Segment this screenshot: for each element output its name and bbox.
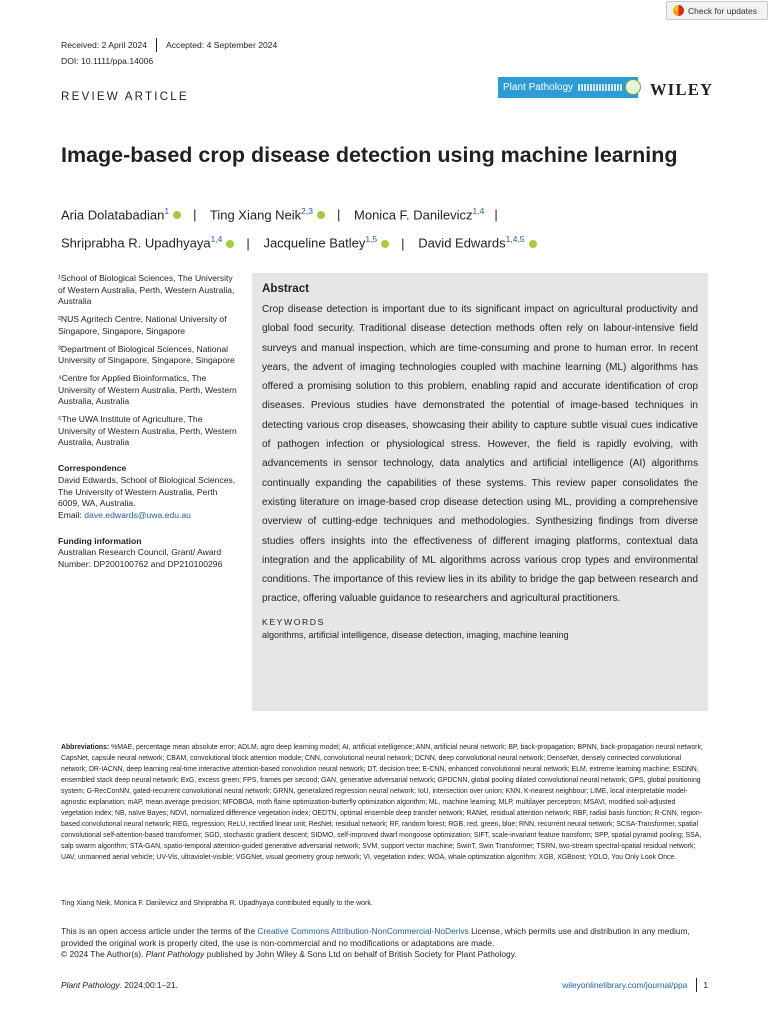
funding-text: Australian Research Council, Grant/ Award Number: DP200100762 and DP210100296 bbox=[58, 547, 223, 570]
crossmark-icon bbox=[673, 5, 684, 16]
abstract-heading: Abstract bbox=[262, 282, 310, 295]
copyright-pre: © 2024 The Author(s). bbox=[61, 949, 146, 959]
correspondence-email-line bbox=[58, 510, 240, 522]
check-for-updates-button[interactable] bbox=[666, 1, 768, 20]
orcid-icon[interactable] bbox=[226, 240, 234, 248]
received-date: Received: 2 April 2024 bbox=[61, 40, 147, 50]
accepted-date: Accepted: 4 September 2024 bbox=[166, 40, 278, 50]
author-separator: | bbox=[337, 207, 341, 223]
date-divider bbox=[156, 38, 157, 52]
page-footer bbox=[61, 978, 708, 992]
correspondence-heading: Correspondence bbox=[58, 463, 127, 474]
abbreviations-label: Abbreviations: bbox=[61, 744, 110, 751]
author-name[interactable]: Monica F. Danilevicz bbox=[354, 207, 473, 223]
correspondence-email-link[interactable]: dave.edwards@uwa.edu.au bbox=[84, 509, 191, 520]
author-separator: | bbox=[494, 207, 498, 223]
license-pre: This is an open access article under the terms of the bbox=[61, 926, 258, 936]
license-post: License, which permits use and distribution in any medium, provided the original work is properly cited, the use is non-commercial and no modifications or adaptations are made. bbox=[61, 926, 690, 948]
author-name[interactable]: Shriprabha R. Upadhyaya bbox=[61, 235, 211, 251]
author-separator: | bbox=[193, 207, 197, 223]
author-name[interactable]: Aria Dolatabadian bbox=[61, 207, 165, 223]
orcid-icon[interactable] bbox=[317, 211, 325, 219]
keywords: algorithms, artificial intelligence, disease detection, imaging, machine leaning bbox=[262, 629, 569, 640]
author-list bbox=[61, 199, 721, 256]
funding-heading: Funding information bbox=[58, 535, 142, 546]
affiliation: ³Department of Biological Sciences, National University of Singapore, Singapore, Singapore bbox=[58, 343, 235, 366]
author-separator: | bbox=[401, 235, 405, 251]
author-affiliation: 1 bbox=[164, 206, 170, 216]
check-for-updates-label: Check for updates bbox=[688, 5, 757, 16]
author-name[interactable]: David Edwards bbox=[418, 235, 506, 251]
journal-name: Plant Pathology bbox=[503, 82, 574, 93]
orcid-icon[interactable] bbox=[173, 211, 181, 219]
footer-right bbox=[562, 978, 708, 992]
license-block bbox=[61, 926, 708, 961]
author-affiliation: 2,3 bbox=[301, 206, 313, 216]
affiliation: ¹School of Biological Sciences, The University of Western Australia, Perth, Western Australia, Australia bbox=[58, 273, 235, 307]
author-line-2 bbox=[61, 227, 721, 255]
author-affiliation: 1,5 bbox=[365, 234, 378, 245]
orcid-icon[interactable] bbox=[529, 240, 537, 248]
author-separator: | bbox=[246, 235, 250, 251]
author-affiliation: 1,4 bbox=[472, 206, 485, 216]
abbreviations bbox=[61, 742, 708, 863]
article-dates bbox=[61, 38, 277, 52]
author-line-1 bbox=[61, 199, 721, 227]
abstract-box bbox=[252, 273, 708, 711]
footer-journal: Plant Pathology bbox=[61, 980, 120, 990]
affiliation: ⁵The UWA Institute of Agriculture, The University of Western Australia, Perth, Western Australia, Australia bbox=[58, 414, 237, 448]
contribution-note: Ting Xiang Neik, Monica F. Danilevicz and Shriprabha R. Upadhyaya contributed equally to the work. bbox=[61, 900, 373, 907]
email-label: Email: bbox=[58, 509, 82, 520]
footer-citation bbox=[61, 980, 178, 990]
wiley-logo[interactable]: WILEY bbox=[650, 80, 714, 99]
journal-badge[interactable] bbox=[498, 77, 638, 98]
copyright-line bbox=[61, 949, 708, 961]
author-name[interactable]: Ting Xiang Neik bbox=[209, 207, 302, 223]
copyright-post: published by John Wiley & Sons Ltd on behalf of British Society for Plant Pathology. bbox=[204, 949, 517, 959]
license-statement bbox=[61, 926, 708, 949]
footer-citation-text: . 2024;00:1–21. bbox=[119, 980, 178, 990]
affiliation: ⁴Centre for Applied Bioinformatics, The University of Western Australia, Perth, Western Australia, Australia bbox=[58, 372, 237, 407]
article-title: Image-based crop disease detection using machine learning bbox=[61, 143, 678, 167]
bsp-logo-icon bbox=[625, 79, 641, 95]
author-affiliation: 1,4 bbox=[210, 234, 223, 245]
orcid-icon[interactable] bbox=[381, 240, 389, 248]
footer-divider bbox=[696, 978, 697, 992]
doi: DOI: 10.1111/ppa.14006 bbox=[61, 56, 154, 66]
author-name[interactable]: Jacqueline Batley bbox=[263, 235, 366, 251]
page-number: 1 bbox=[703, 980, 708, 990]
creative-commons-link[interactable]: Creative Commons Attribution-NonCommercial-NoDerivs bbox=[257, 926, 469, 936]
affiliation: ²NUS Agritech Centre, National University of Singapore, Singapore, Singapore bbox=[58, 314, 227, 336]
copyright-journal: Plant Pathology bbox=[145, 949, 205, 959]
journal-badge-fineprint bbox=[578, 84, 622, 91]
correspondence-text: David Edwards, School of Biological Sciences, The University of Western Australia, Perth 6009, WA, Australia. bbox=[58, 474, 236, 509]
journal-url-link[interactable]: wileyonlinelibrary.com/journal/ppa bbox=[562, 980, 688, 990]
abstract-text: Crop disease detection is important due to its significant impact on agricultural productivity and global food security. Traditional disease detection methods often rely on labour-intensive field surveys and manual inspection, which are time-consuming and prone to human error. In recent years, the advent of imaging technologies coupled with machine learning (ML) algorithms has offered a promising solution to this problem, enabling rapid and accurate identification of crop diseases. Previous studies have demonstrated the potential of image-based techniques in detecting various crop diseases, showcasing their ability to capture subtle visual cues indicative of pathogen infection or physiological stress. However, the field is rapidly evolving, with advancements in sensor technology, data analytics and artificial intelligence (AI) algorithms continually expanding the capabilities of these systems. This review paper consolidates the existing literature on image-based crop disease detection using ML, providing a comprehensive overview of cutting-edge techniques and methodologies. Synthesizing findings from diverse studies offers insights into the effectiveness of different imaging platforms, contextual data integration and the applicability of ML algorithms across various crop types and environmental conditions. The importance of this review lies in its ability to bridge the gap between research and practice, offering valuable guidance to researchers and agricultural practitioners. bbox=[262, 304, 698, 605]
author-affiliation: 1,4,5 bbox=[505, 234, 525, 245]
article-type: REVIEW ARTICLE bbox=[61, 90, 189, 103]
abbreviations-text: %MAE, percentage mean absolute error; ADLM, agro deep learning model; AI, artificial intelligence; ANN, artificial neural network; BP, back-propagation; BPNN, back-propagation neural network; CapsNet, capsule neural network; CBAM, convolutional block attention module; CNN, convolutional neural network; DCNN, deep convolutional neural network; DenseNet, densely connected convolutional network; DR-IACNN, deep learning real-time interactive attention-based convolution neural network; DT, decision tree; E-CNN, enhanced convolutional neural network; ELM, extreme learning machine; ESDNN, ensembled stack deep neural network; ExG, excess green; FPS, frames per second; GAN, generative adversarial network; GPDCNN, global pooling dilated convolutional neural network; GPS, global positioning system; G-RecConNN, gated-recurrent convolutional neural network; GRNN, generalized regression neural network; IoU, intersection over union; KNN, K-nearest neighbour; LIME, local interpretable model-agnostic explanation; mAP, mean average precision; MFOBOA, moth flame optimization-butterfly optimization algorithm; ML, machine learning; MLP, multilayer perceptron; MSAVI, modified soil-adjusted vegetation index; NB, naïve Bayes; NDVI, normalized difference vegetation index; OEDTN, optimal ensemble deep transfer network; RANet, residual attention network; RBF, radial basis function; R-CNN, region-based convolutional neural network; REG, regression; ReLU, rectified linear unit; ResNet, residual network; RF, random forest; RGB, red, green, blue; RNN, recurrent neural network; SCSA-Transformer, spatial convolutional self-attention-based transformer; SGD, stochastic gradient descent; SIDMO, self-improved dwarf mongoose optimization; SIFT, scale-invariant feature transform; SPP, spatial pyramid pooling; SSA, salp swarm algorithm; STA-GAN, spatio-temporal attention-guided generative adversarial network; SVM, support vector machine; SwinT, Swin Transformer; TSRN, two-stream spectral-spatial residual network; UAV, unmanned aerial vehicle; UV-Vis, ultraviolet-visible; VGGNet, visual geometry group network; VI, vegetation index; WOA, whale optimization algorithm; XGB, XGBoost; YOLO, You Only Look Once. bbox=[61, 744, 703, 861]
affiliations-column bbox=[58, 273, 240, 577]
keywords-heading: KEYWORDS bbox=[262, 616, 325, 627]
